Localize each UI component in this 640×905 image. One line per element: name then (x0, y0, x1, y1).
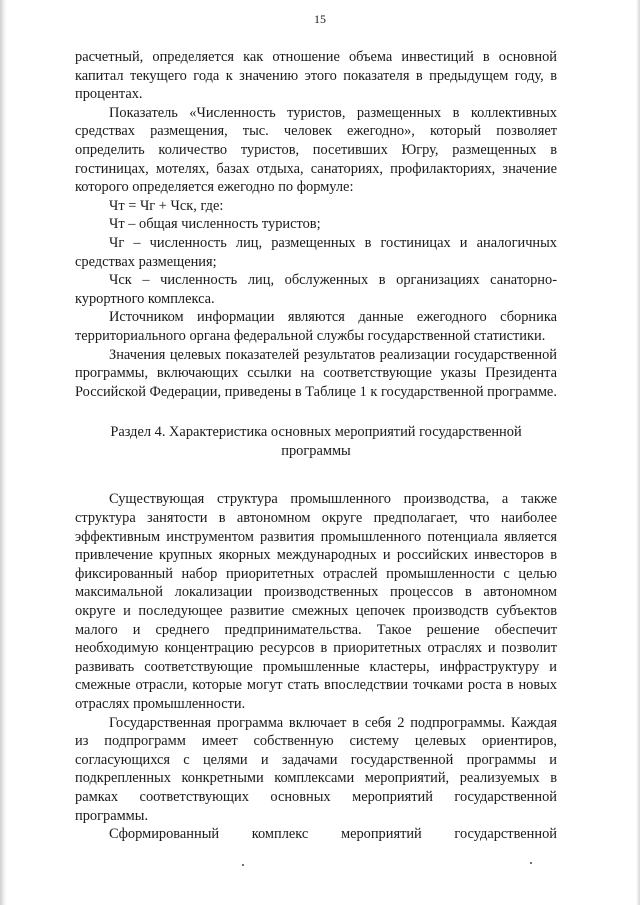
paragraph-info-source: Источником информации являются данные ежегодного сборника территориального органа федеральной службы государственной статистики. (75, 309, 557, 344)
paragraph-industry-structure: Существующая структура промышленного производства, а также структура занятости в автономном округе предполагает, что наиболее эффективным инструментом развития промышленного потенциала является привлечение крупных якорных международных и российских инвесторов в фиксированный набор приоритетных отраслей промышленности с целью максимальной локализации производственных процессов в автономном округе и последующее развитие смежных цепочек производств субъектов малого и среднего предпринимательства. Такое решение обеспечит необходимую концентрацию ресурсов в приоритетных отраслях и позволит развивать соответствующие промышленные кластеры, инфраструктуру и смежные отрасли, которые могут стать впоследствии точками роста в новых отраслях промышленности. (75, 491, 557, 712)
document-body (75, 48, 557, 844)
scan-edge-right (636, 0, 640, 905)
scan-speck (242, 864, 244, 866)
definition-cht: Чт – общая численность туристов; (109, 216, 321, 233)
scan-speck (530, 862, 532, 864)
paragraph-subprograms: Государственная программа включает в себя 2 подпрограммы. Каждая из подпрограмм имеет собственную систему целевых ориентиров, согласующихся с целями и задачами государственной программы и подкрепленных конкретными комплексами мероприятий, реализуемых в рамках соответствующих основных мероприятий государственной программы. (75, 714, 557, 824)
formula-line: Чт = Чг + Чск, где: (109, 197, 224, 214)
page-number: 15 (314, 12, 326, 26)
paragraph-calc-continuation: расчетный, определяется как отношение объема инвестиций в основной капитал текущего года к значению этого показателя в предыдущем году, в процентах. (75, 49, 557, 103)
paragraph-target-values: Значения целевых показателей результатов реализации государственной программы, включающих ссылки на соответствующие указы Президента Российской Федерации, приведены в Таблице 1 к государственной программе. (75, 346, 557, 400)
definition-chsk: Чск – численность лиц, обслуженных в организациях санаторно-курортного комплекса. (75, 272, 557, 307)
section-heading: Раздел 4. Характеристика основных мероприятий государственной программы (110, 424, 522, 459)
scan-edge-left (0, 0, 7, 905)
paragraph-tourists-indicator: Показатель «Численность туристов, размещенных в коллективных средствах размещения, тыс. человек ежегодно», который позволяет определить количество туристов, посетивших Югру, размещенных в гостиницах, мотелях, базах отдыха, санаториях, профилакториях, значение которого определяется ежегодно по формуле: (75, 104, 557, 196)
definition-chg: Чг – численность лиц, размещенных в гостиницах и аналогичных средствах размещения; (75, 234, 557, 270)
paragraph-complex-start: Сформированный комплекс мероприятий государственной (109, 826, 557, 843)
